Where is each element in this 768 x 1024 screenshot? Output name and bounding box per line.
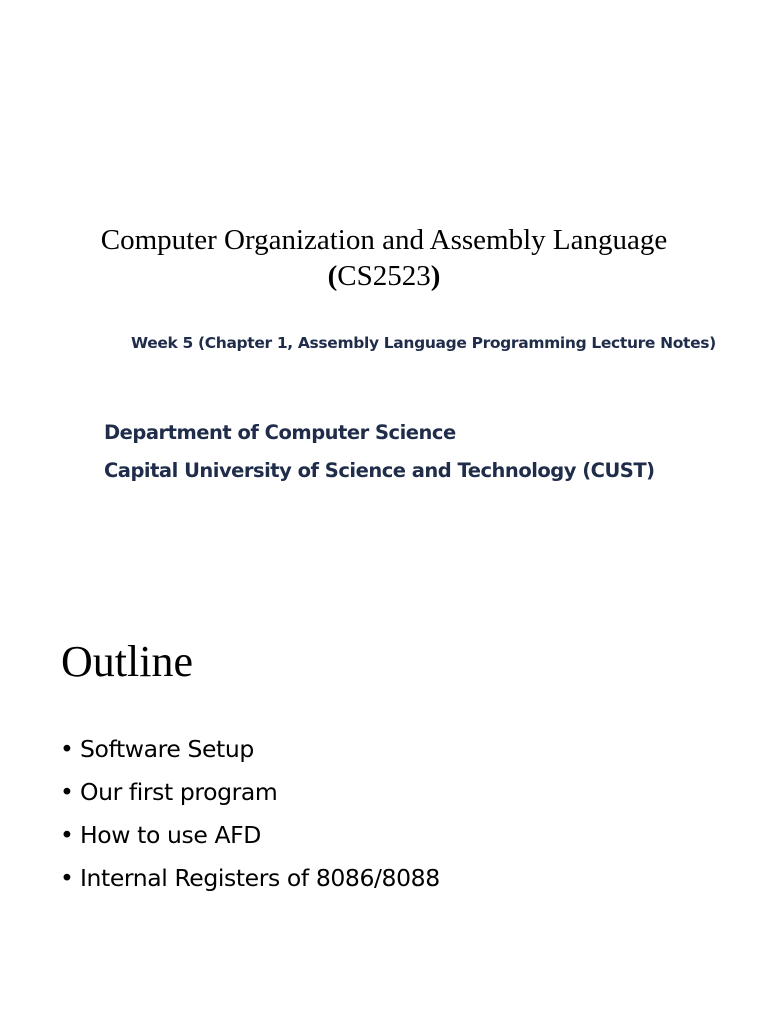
list-item-label: Our first program [80, 778, 278, 806]
course-title [0, 222, 768, 294]
list-item-label: Software Setup [80, 735, 254, 763]
bullet-icon: • [60, 735, 74, 763]
bullet-icon: • [60, 778, 74, 806]
week-subtitle: Week 5 (Chapter 1, Assembly Language Programming Lecture Notes) [131, 334, 716, 352]
affiliation-block [104, 414, 655, 490]
outline-title: Outline [61, 637, 193, 686]
bullet-icon: • [60, 821, 74, 849]
university-name: Capital University of Science and Technology (CUST) [104, 459, 655, 482]
paren-open: ( [327, 260, 338, 292]
department-name: Department of Computer Science [104, 421, 456, 444]
list-item-label: Internal Registers of 8086/8088 [80, 864, 440, 892]
course-code-line [0, 258, 768, 294]
list-item [60, 771, 440, 814]
list-item [60, 728, 440, 771]
list-item [60, 857, 440, 900]
outline-list [60, 728, 440, 900]
list-item-label: How to use AFD [80, 821, 261, 849]
list-item [60, 814, 440, 857]
paren-close: ) [430, 260, 441, 292]
course-code: CS2523 [337, 260, 431, 292]
bullet-icon: • [60, 864, 74, 892]
course-title-line1: Computer Organization and Assembly Language [100, 224, 668, 256]
